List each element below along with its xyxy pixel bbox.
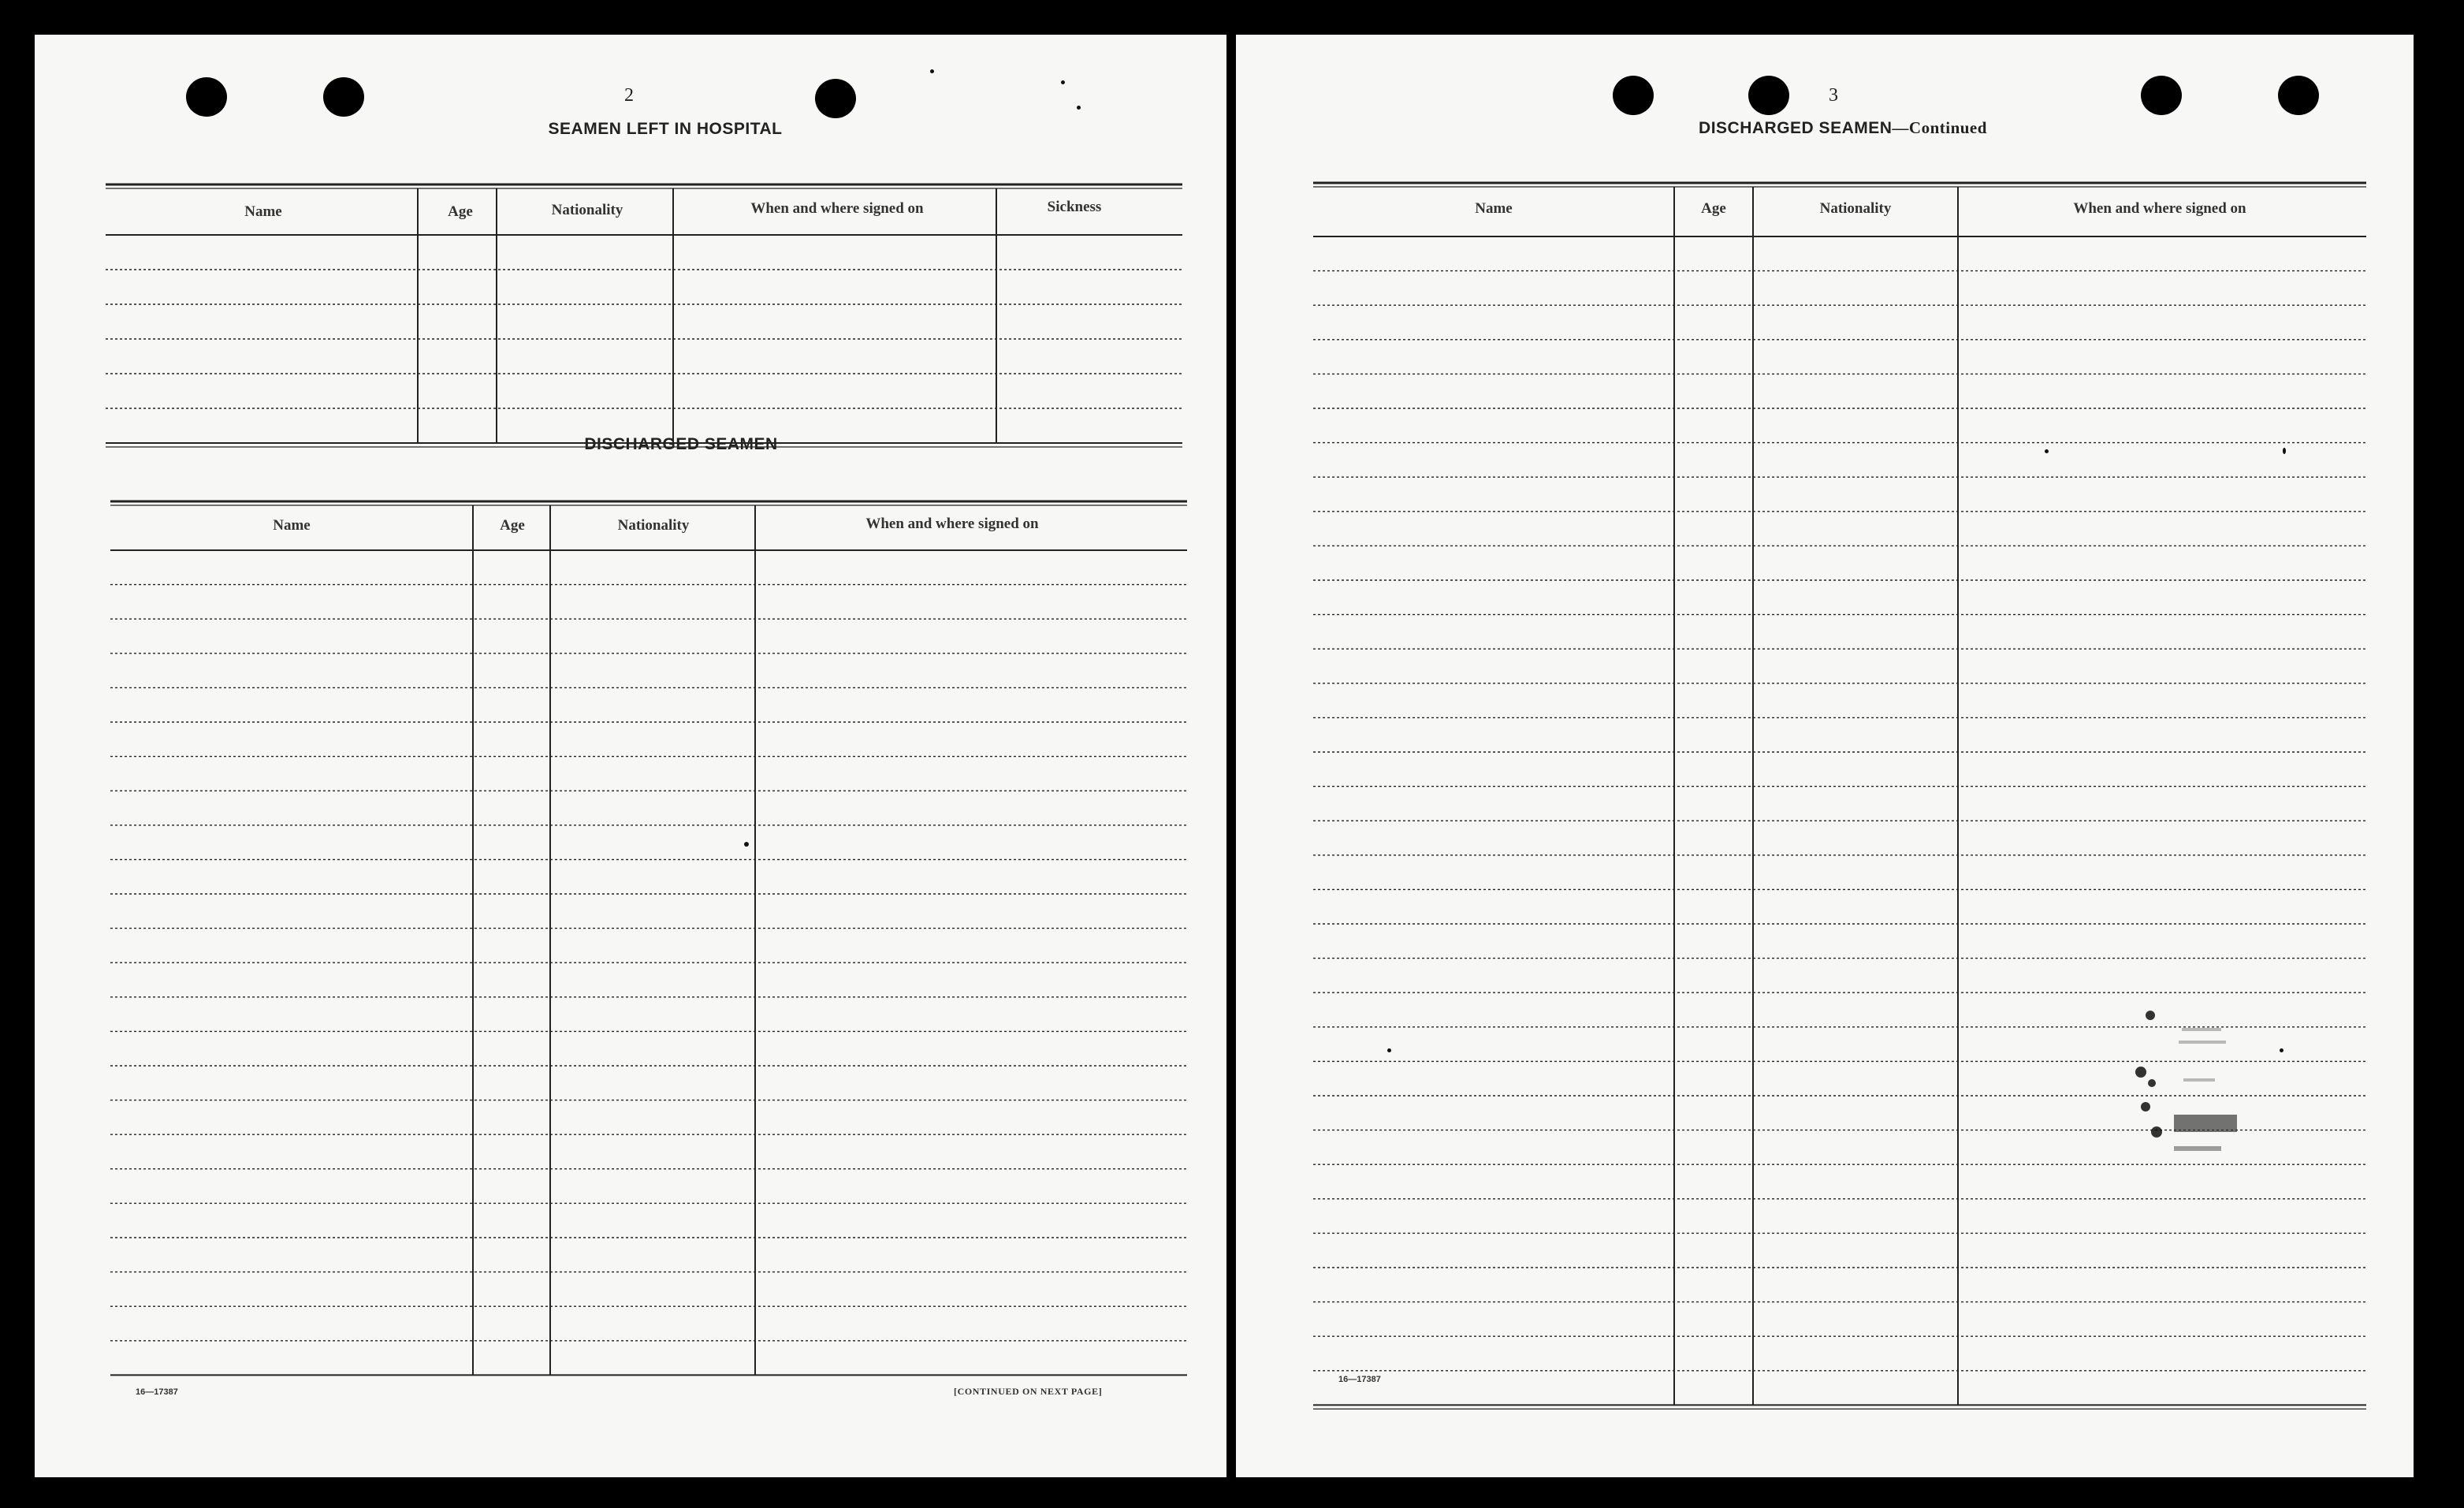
form-number: 16—17387 xyxy=(1338,1375,1381,1384)
ink-speck xyxy=(2280,1048,2283,1052)
column-header-nationality: Nationality xyxy=(617,517,690,534)
discharged-table xyxy=(110,464,1187,1409)
punch-hole xyxy=(2278,76,2319,115)
column-header-signed-on: When and where signed on xyxy=(750,200,924,217)
discharged-continued-table-grid xyxy=(1313,148,2366,1409)
discharged-section-title: DISCHARGED SEAMEN xyxy=(584,435,778,453)
ink-speck xyxy=(2283,448,2286,454)
page-2 xyxy=(35,35,1226,1477)
column-header-name: Name xyxy=(273,517,311,534)
ink-speck xyxy=(744,842,749,847)
discharged-continued-table xyxy=(1313,148,2366,1409)
section-title-main: DISCHARGED SEAMEN xyxy=(1699,119,1893,137)
ink-speck xyxy=(2045,449,2049,453)
section-title-suffix: —Continued xyxy=(1892,118,1987,137)
ink-speck xyxy=(930,69,934,73)
ink-speck xyxy=(1387,1048,1391,1052)
column-header-age: Age xyxy=(1701,200,1726,217)
page-number: 2 xyxy=(624,85,634,106)
column-header-age: Age xyxy=(500,517,525,534)
column-header-sickness: Sickness xyxy=(1047,199,1102,215)
column-header-signed-on: When and where signed on xyxy=(865,516,1039,532)
punch-hole xyxy=(2141,76,2182,115)
column-header-nationality: Nationality xyxy=(551,202,623,218)
column-header-name: Name xyxy=(1475,200,1513,217)
column-header-name: Name xyxy=(244,203,282,220)
page-number: 3 xyxy=(1829,85,1838,106)
ink-speck xyxy=(1077,106,1081,110)
form-number: 16—17387 xyxy=(136,1387,178,1397)
punch-hole xyxy=(323,77,364,117)
hospital-table xyxy=(106,150,1182,456)
hospital-section-title: SEAMEN LEFT IN HOSPITAL xyxy=(548,120,783,138)
punch-hole xyxy=(1613,76,1654,115)
discharged-table-grid xyxy=(110,464,1187,1409)
page-3 xyxy=(1236,35,2414,1477)
punch-hole xyxy=(1748,76,1789,115)
discharged-continued-title xyxy=(1622,118,2064,138)
punch-hole xyxy=(186,77,227,117)
column-header-nationality: Nationality xyxy=(1819,200,1892,217)
continued-note: [CONTINUED ON NEXT PAGE] xyxy=(954,1386,1103,1397)
hospital-table-grid xyxy=(106,150,1182,456)
column-header-signed-on: When and where signed on xyxy=(2073,200,2246,217)
faded-stamp xyxy=(2111,996,2237,1201)
punch-hole xyxy=(815,79,856,118)
column-header-age: Age xyxy=(448,203,473,220)
ink-speck xyxy=(1061,80,1065,84)
